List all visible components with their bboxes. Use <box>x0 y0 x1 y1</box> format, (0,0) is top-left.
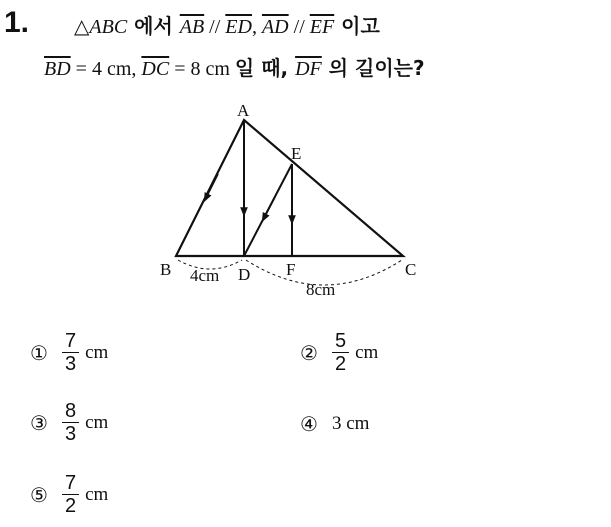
segment-ed: $\overline{ED}$ <box>225 16 252 38</box>
comma-1: , <box>251 16 262 38</box>
choice-3-unit: cm <box>85 411 109 433</box>
choice-5-numerator: 7 <box>62 472 79 495</box>
segment-ef: $\overline{EF}$ <box>309 16 335 38</box>
choice-3-mark: ③ <box>30 410 48 435</box>
parallel-symbol-2: // <box>288 16 310 38</box>
text-when: 일 때, <box>234 56 296 80</box>
choice-1-unit: cm <box>85 341 109 363</box>
triangle-figure <box>150 98 440 308</box>
choice-2-unit: cm <box>355 341 379 363</box>
text-ask: 의 길이는? <box>321 56 425 80</box>
choice-2-fraction <box>332 330 349 375</box>
triangle-abc-shape <box>176 120 403 256</box>
choice-5[interactable] <box>30 472 108 517</box>
choice-3-numerator: 8 <box>62 400 79 423</box>
question-number: 1. <box>4 6 30 39</box>
text-eseo: 에서 <box>127 14 180 38</box>
choice-4[interactable] <box>300 412 369 436</box>
choice-1-mark: ① <box>30 340 48 365</box>
choice-2-denominator: 2 <box>334 353 347 375</box>
label-c: C <box>405 260 417 279</box>
choice-4-value: 3 cm <box>331 413 370 434</box>
label-d: D <box>238 265 251 284</box>
choice-3-denominator: 3 <box>64 423 77 445</box>
bd-value: = 4 cm, <box>70 58 142 80</box>
segment-df: $\overline{DF}$ <box>295 58 322 80</box>
arrow-on-ed <box>264 197 275 218</box>
choice-2[interactable] <box>300 330 378 375</box>
label-f: F <box>286 260 296 279</box>
triangle-abc: △ABC <box>74 16 128 38</box>
choice-3[interactable] <box>30 400 108 445</box>
choice-1-fraction <box>62 330 79 375</box>
segment-ab: $\overline{AB}$ <box>179 16 205 38</box>
choice-2-numerator: 5 <box>332 330 349 353</box>
label-b: B <box>160 260 172 279</box>
choice-5-denominator: 2 <box>64 495 77 517</box>
choice-1[interactable] <box>30 330 108 375</box>
choice-1-numerator: 7 <box>62 330 79 353</box>
choice-5-mark: ⑤ <box>30 482 48 507</box>
parallel-symbol-1: // <box>204 16 226 38</box>
label-a: A <box>237 101 250 120</box>
dc-value: = 8 cm <box>169 58 235 80</box>
question-line-2 <box>44 52 425 81</box>
choice-3-fraction <box>62 400 79 445</box>
choice-4-mark: ④ <box>300 412 318 436</box>
segment-dc: $\overline{DC}$ <box>141 58 170 80</box>
label-e: E <box>291 144 302 163</box>
segment-ad: $\overline{AD}$ <box>261 16 289 38</box>
bd-length-label: 4cm <box>190 266 220 285</box>
choice-1-denominator: 3 <box>64 353 77 375</box>
choice-5-fraction <box>62 472 79 517</box>
text-igo: 이고 <box>334 14 380 38</box>
arrow-on-ab <box>206 174 218 198</box>
choice-5-unit: cm <box>85 483 109 505</box>
dc-length-label: 8cm <box>306 280 336 299</box>
segment-bd: $\overline{BD}$ <box>44 58 71 80</box>
choice-2-mark: ② <box>300 340 318 365</box>
question-line-1 <box>74 10 380 39</box>
